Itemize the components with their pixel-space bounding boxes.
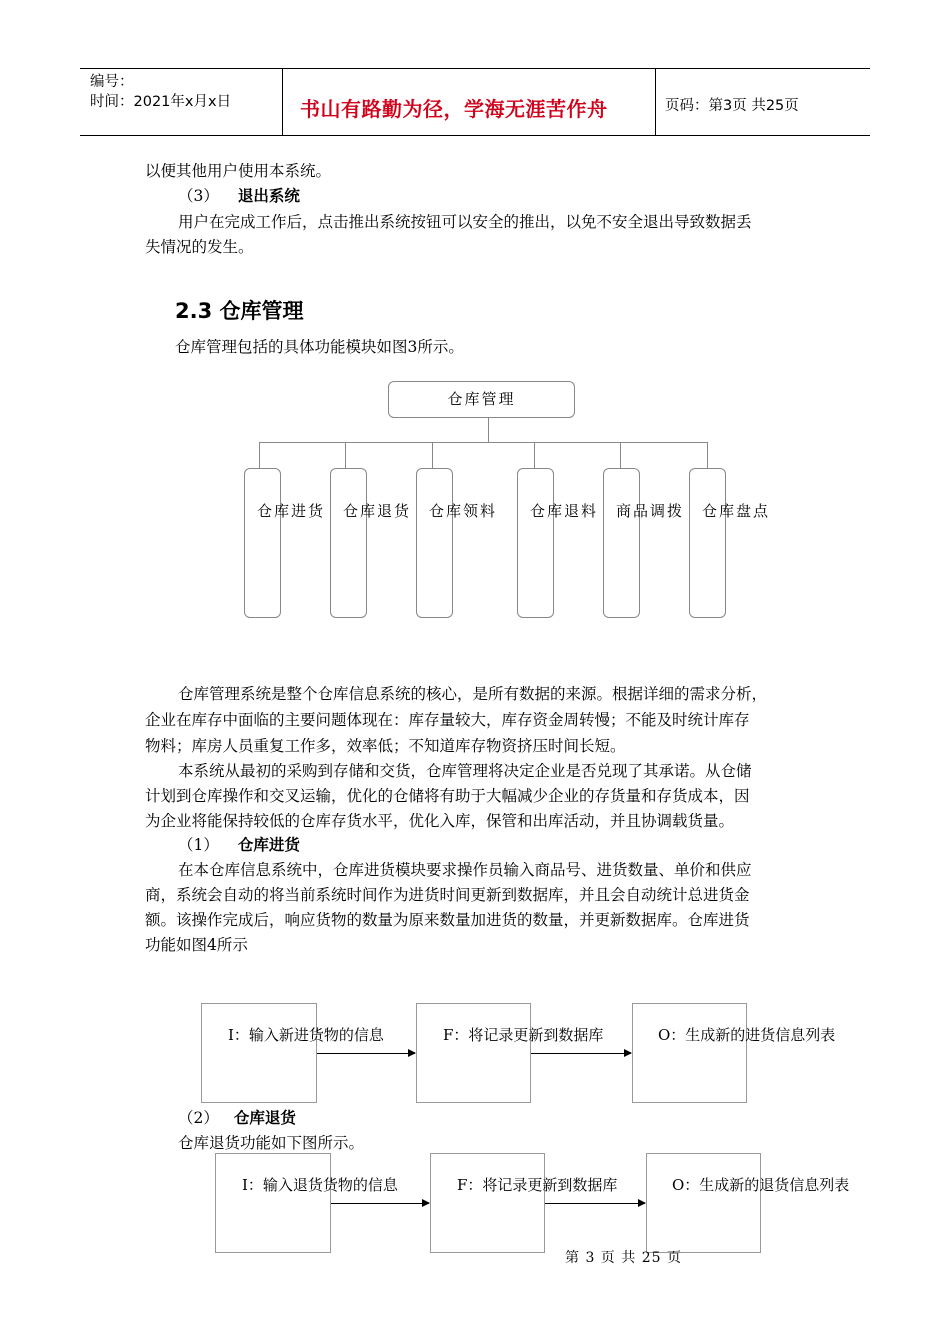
output-label: O：生成新的退货信息列表 [672,1176,850,1194]
input-label: I：输入新进货物的信息 [228,1026,384,1044]
flow-arrow [331,1203,429,1204]
subheading-stock-in [178,832,300,858]
header-motto: 书山有路勤为径，学海无涯苦作舟 [300,97,608,121]
function-box [430,1153,545,1253]
item-title: 退出系统 [237,186,300,205]
body-line: 仓库退货功能如下图所示。 [178,1134,365,1152]
body-line: 功能如图4所示 [145,936,248,954]
body-line: 商，系统会自动的将当前系统时间作为进货时间更新到数据库，并且会自动统计总进货金 [145,886,750,904]
body-line: 以便其他用户使用本系统。 [145,162,332,180]
document-number: 编号： [90,74,134,90]
header-divider [282,69,283,136]
item-number: （2） [178,1109,219,1127]
tree-child-box [517,468,554,618]
tree-connector [259,442,260,468]
tree-child-label: 仓库领料 [429,502,498,520]
output-box [646,1153,761,1253]
body-line: 额。该操作完成后，响应货物的数量为原来数量加进货的数量，并更新数据库。仓库进货 [145,911,750,929]
tree-connector [432,442,433,468]
body-line: 用户在完成工作后，点击推出系统按钮可以安全的推出，以免不安全退出导致数据丢 [178,213,752,231]
body-line: 物料；库房人员重复工作多，效率低；不知道库存物资挤压时间长短。 [145,737,626,755]
tree-connector [707,442,708,468]
item-title: 仓库进货 [237,835,300,854]
body-line: 企业在库存中面临的主要问题体现在：库存量较大，库存资金周转慢；不能及时统计库存 [145,711,750,729]
tree-child-label: 仓库退货 [343,502,412,520]
input-box [201,1003,317,1103]
subheading-stock-return [178,1105,296,1131]
tree-connector [259,442,708,443]
tree-root-label: 仓库管理 [447,390,516,408]
page-footer: 第 3 页 共 25 页 [565,1250,682,1266]
input-label: I：输入退货货物的信息 [242,1176,398,1194]
header-bottom-rule [80,135,870,136]
flow-arrow [531,1053,631,1054]
tree-connector [620,442,621,468]
tree-child-box [416,468,453,618]
body-line: 失情况的发生。 [145,238,254,256]
header-divider [655,69,656,136]
output-label: O：生成新的进货信息列表 [658,1026,836,1044]
item-number: （3） [178,187,219,205]
tree-connector [345,442,346,468]
function-box [416,1003,531,1103]
tree-child-label: 仓库退料 [530,502,599,520]
tree-child-label: 仓库盘点 [702,502,771,520]
output-box [632,1003,747,1103]
input-box [215,1153,331,1253]
subheading-exit-system [178,183,300,209]
body-line: 本系统从最初的采购到存储和交货，仓库管理将决定企业是否兑现了其承诺。从仓储 [178,762,752,780]
section-description: 仓库管理包括的具体功能模块如图3所示。 [175,338,464,356]
tree-child-label: 商品调拨 [616,502,685,520]
body-line: 仓库管理系统是整个仓库信息系统的核心，是所有数据的来源。根据详细的需求分析， [178,685,768,703]
tree-child-label: 仓库进货 [257,502,326,520]
tree-connector [534,442,535,468]
item-title: 仓库退货 [233,1108,296,1127]
tree-connector [488,418,489,442]
body-line: 为企业将能保持较低的仓库存货水平，优化入库，保管和出库活动，并且协调载货量。 [145,812,735,830]
function-label: F：将记录更新到数据库 [457,1176,618,1194]
document-date: 时间：2021年x月x日 [90,94,232,110]
flow-arrow [545,1203,645,1204]
body-line: 在本仓库信息系统中，仓库进货模块要求操作员输入商品号、进货数量、单价和供应 [178,861,752,879]
item-number: （1） [178,836,219,854]
tree-child-box [603,468,640,618]
flow-arrow [317,1053,415,1054]
tree-child-box [244,468,281,618]
function-label: F：将记录更新到数据库 [443,1026,604,1044]
tree-child-box [689,468,726,618]
tree-child-box [330,468,367,618]
header-top-rule [80,68,870,69]
body-line: 计划到仓库操作和交叉运输，优化的仓储将有助于大幅减少企业的存货量和存货成本，因 [145,787,750,805]
header-page-number: 页码：第3页 共25页 [665,98,799,114]
section-title: 2.3 仓库管理 [175,299,304,323]
